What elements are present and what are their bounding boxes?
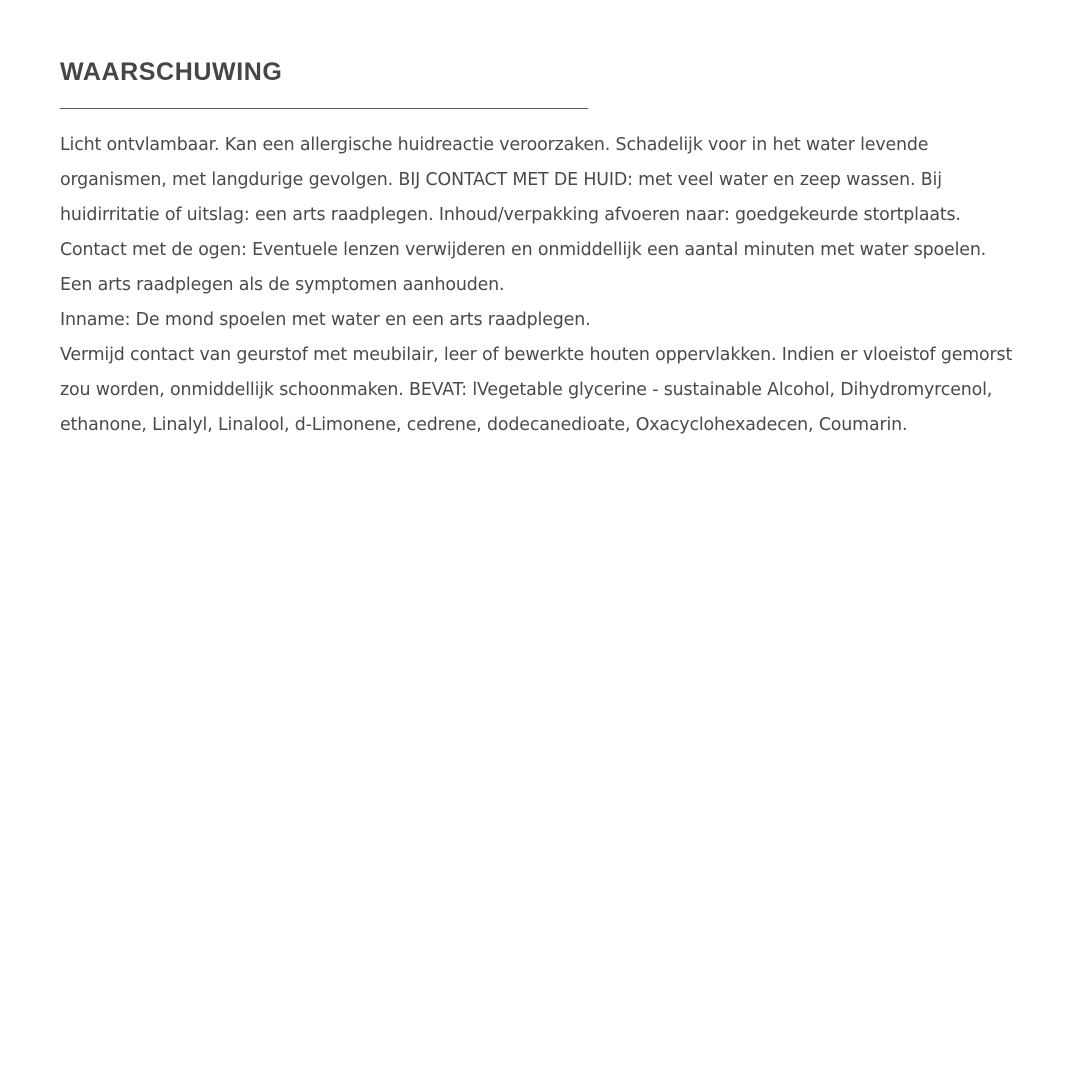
hazard-paragraph: Licht ontvlambaar. Kan een allergische huidreactie veroorzaken. Schadelijk voor in het water levende organismen, met langdurige gevolgen. BIJ CONTACT MET DE HUID: met veel water en zeep wassen. Bij huidirritatie of uitslag: een arts raadplegen. Inhoud/verpakking afvoeren naar: goedgekeurde stortplaats. [60, 135, 961, 225]
ingestion-paragraph: Inname: De mond spoelen met water en een arts raadplegen. [60, 310, 591, 330]
eye-contact-paragraph: Contact met de ogen: Eventuele lenzen verwijderen en onmiddellijk een aantal minuten met water spoelen. Een arts raadplegen als de symptomen aanhouden. [60, 240, 987, 295]
warning-title: WAARSCHUWING [60, 58, 283, 86]
title-divider [60, 108, 588, 109]
ingredients-paragraph: Vermijd contact van geurstof met meubilair, leer of bewerkte houten oppervlakken. Indien er vloeistof gemorst zou worden, onmiddellijk schoonmaken. BEVAT: lVegetable glycerine - sustainable Alcohol, Dihydromyrcenol, ethanone, Linalyl, Linalool, d-Limonene, cedrene, dodecanedioate, Oxacyclohexadecen, Coumarin. [60, 345, 1013, 435]
warning-text [60, 128, 1020, 443]
